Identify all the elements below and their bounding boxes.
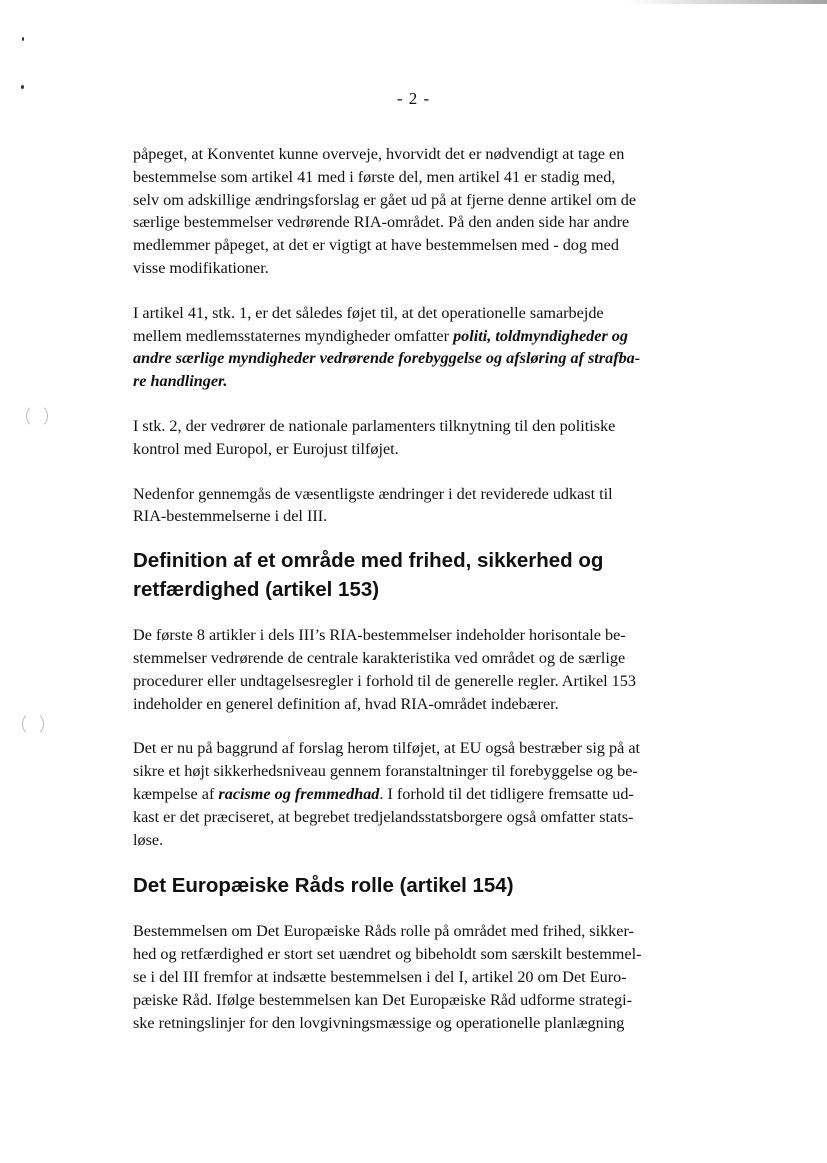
section-heading: Definition af et område med frihed, sikkerhed og retfærdighed (artikel 153) [133, 549, 604, 602]
emphasis-text: racisme og fremmedhad [218, 784, 380, 803]
paragraph: Bestemmelsen om Det Europæiske Råds rolle på området med frihed, sikker- hed og retfærdighed er stort set uændret og bibeholdt som særskilt bestemmel- se i del III fremfor at indsætte bestemmelsen i del I, artikel 20 om Det Euro- pæiske Råd. Ifølge bestemmelsen kan Det Europæiske Råd udforme strategi- ske retningslinjer for den lovgivningsmæssige og operationelle planlægning [133, 922, 642, 1032]
punch-hole-mark [26, 404, 48, 428]
paragraph: påpeget, at Konventet kunne overveje, hvorvidt det er nødvendigt at tage en bestemmelse som artikel 41 med i første del, men artikel 41 er stadig med, selv om adskillige ændringsforslag er gået ud på at fjerne denne artikel om de særlige bestemmelser vedrørende RIA-området. På den anden side har andre medlemmer påpeget, at det er vigtigt at have bestemmelsen med - dog med visse modifikationer. [133, 145, 637, 277]
emphasis-text: politi, toldmyndigheder og [453, 326, 628, 345]
scan-speck [22, 37, 24, 41]
emphasis-text: andre særlige myndigheder vedrørende forebyggelse og afsløring af strafba- [133, 349, 641, 368]
section-heading: Det Europæiske Råds rolle (artikel 154) [133, 874, 514, 898]
paragraph: I artikel 41, stk. 1, er det således føjet til, at det operationelle samarbejde mellem medlemsstaternes myndigheder omfatter politi, toldmyndigheder og andre særlige myndigheder vedrørende forebyggelse og afsløring af strafba- re handlinger. [133, 302, 723, 393]
punch-hole-mark [22, 712, 44, 736]
emphasis-text: re handlinger. [133, 372, 228, 391]
paragraph: Nedenfor gennemgås de væsentligste ændringer i det reviderede udkast til RIA-bestemmelserne i del III. [133, 484, 613, 526]
scan-edge-artifact [627, 0, 827, 4]
document-body [133, 143, 723, 1056]
paragraph: I stk. 2, der vedrører de nationale parlamenters tilknytning til den politiske kontrol med Europol, er Eurojust tilføjet. [133, 416, 616, 458]
paragraph: De første 8 artikler i dels III’s RIA-bestemmelser indeholder horisontale be- stemmelser vedrørende de centrale karakteristika ved området og de særlige procedurer eller undtagelsesregler i forhold til de generelle regler. Artikel 153 indeholder en generel definition af, hvad RIA-området indebærer. [133, 626, 636, 713]
page-number: - 2 - [396, 89, 431, 108]
paragraph: Det er nu på baggrund af forslag herom tilføjet, at EU også bestræber sig på at sikre et højt sikkerhedsniveau gennem foranstaltninger til forebyggelse og be- kæmpelse af racisme og fremmedhad. I forhold til det tidligere fremsatte ud- kast er det præciseret, at begrebet tredjelandsstatsborgere også omfatter stats- løse. [133, 739, 641, 849]
